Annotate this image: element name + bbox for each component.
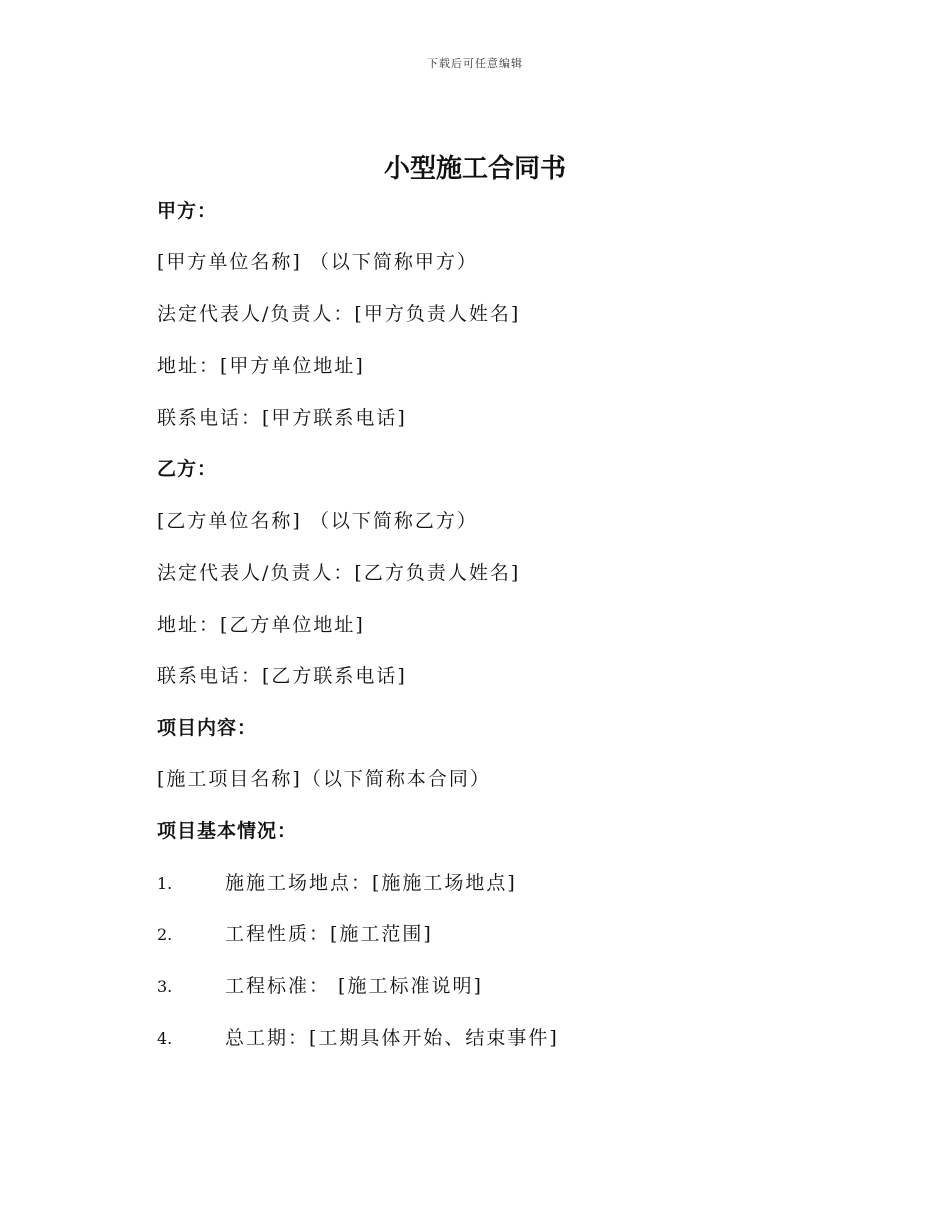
page-header: 下载后可任意编辑: [427, 57, 523, 70]
party-a-name: [甲方单位名称] （以下简称甲方）: [157, 251, 478, 273]
project-basics-heading: 项目基本情况：: [157, 820, 298, 842]
list-item-text: 工程性质：[施工范围]: [225, 923, 433, 945]
party-b-representative: 法定代表人/负责人：[乙方负责人姓名]: [157, 562, 521, 584]
list-item: [157, 869, 517, 898]
list-item-text: 总工期：[工期具体开始、结束事件]: [225, 1027, 559, 1049]
list-item-number: 4.: [157, 1029, 173, 1048]
party-b-name: [乙方单位名称] （以下简称乙方）: [157, 510, 478, 532]
list-item-text: 施施工场地点：[施施工场地点]: [225, 872, 517, 894]
party-a-phone: 联系电话：[甲方联系电话]: [157, 407, 407, 429]
party-b-phone: 联系电话：[乙方联系电话]: [157, 665, 407, 687]
list-item-text: 工程标准： [施工标准说明]: [225, 975, 483, 997]
party-b-address: 地址：[乙方单位地址]: [157, 614, 365, 636]
list-item-number: 2.: [157, 925, 173, 944]
party-a-representative: 法定代表人/负责人：[甲方负责人姓名]: [157, 303, 521, 325]
list-item: [157, 1024, 559, 1053]
list-item-number: 1.: [157, 874, 173, 893]
list-item-number: 3.: [157, 977, 173, 996]
party-a-address: 地址：[甲方单位地址]: [157, 355, 365, 377]
list-item: [157, 972, 483, 1001]
list-item: [157, 920, 433, 949]
party-a-heading: 甲方：: [157, 200, 218, 222]
project-content-heading: 项目内容：: [157, 717, 258, 739]
document-title: 小型施工合同书: [383, 154, 566, 184]
party-b-heading: 乙方：: [157, 458, 218, 480]
project-content-text: [施工项目名称]（以下简称本合同）: [157, 768, 491, 790]
